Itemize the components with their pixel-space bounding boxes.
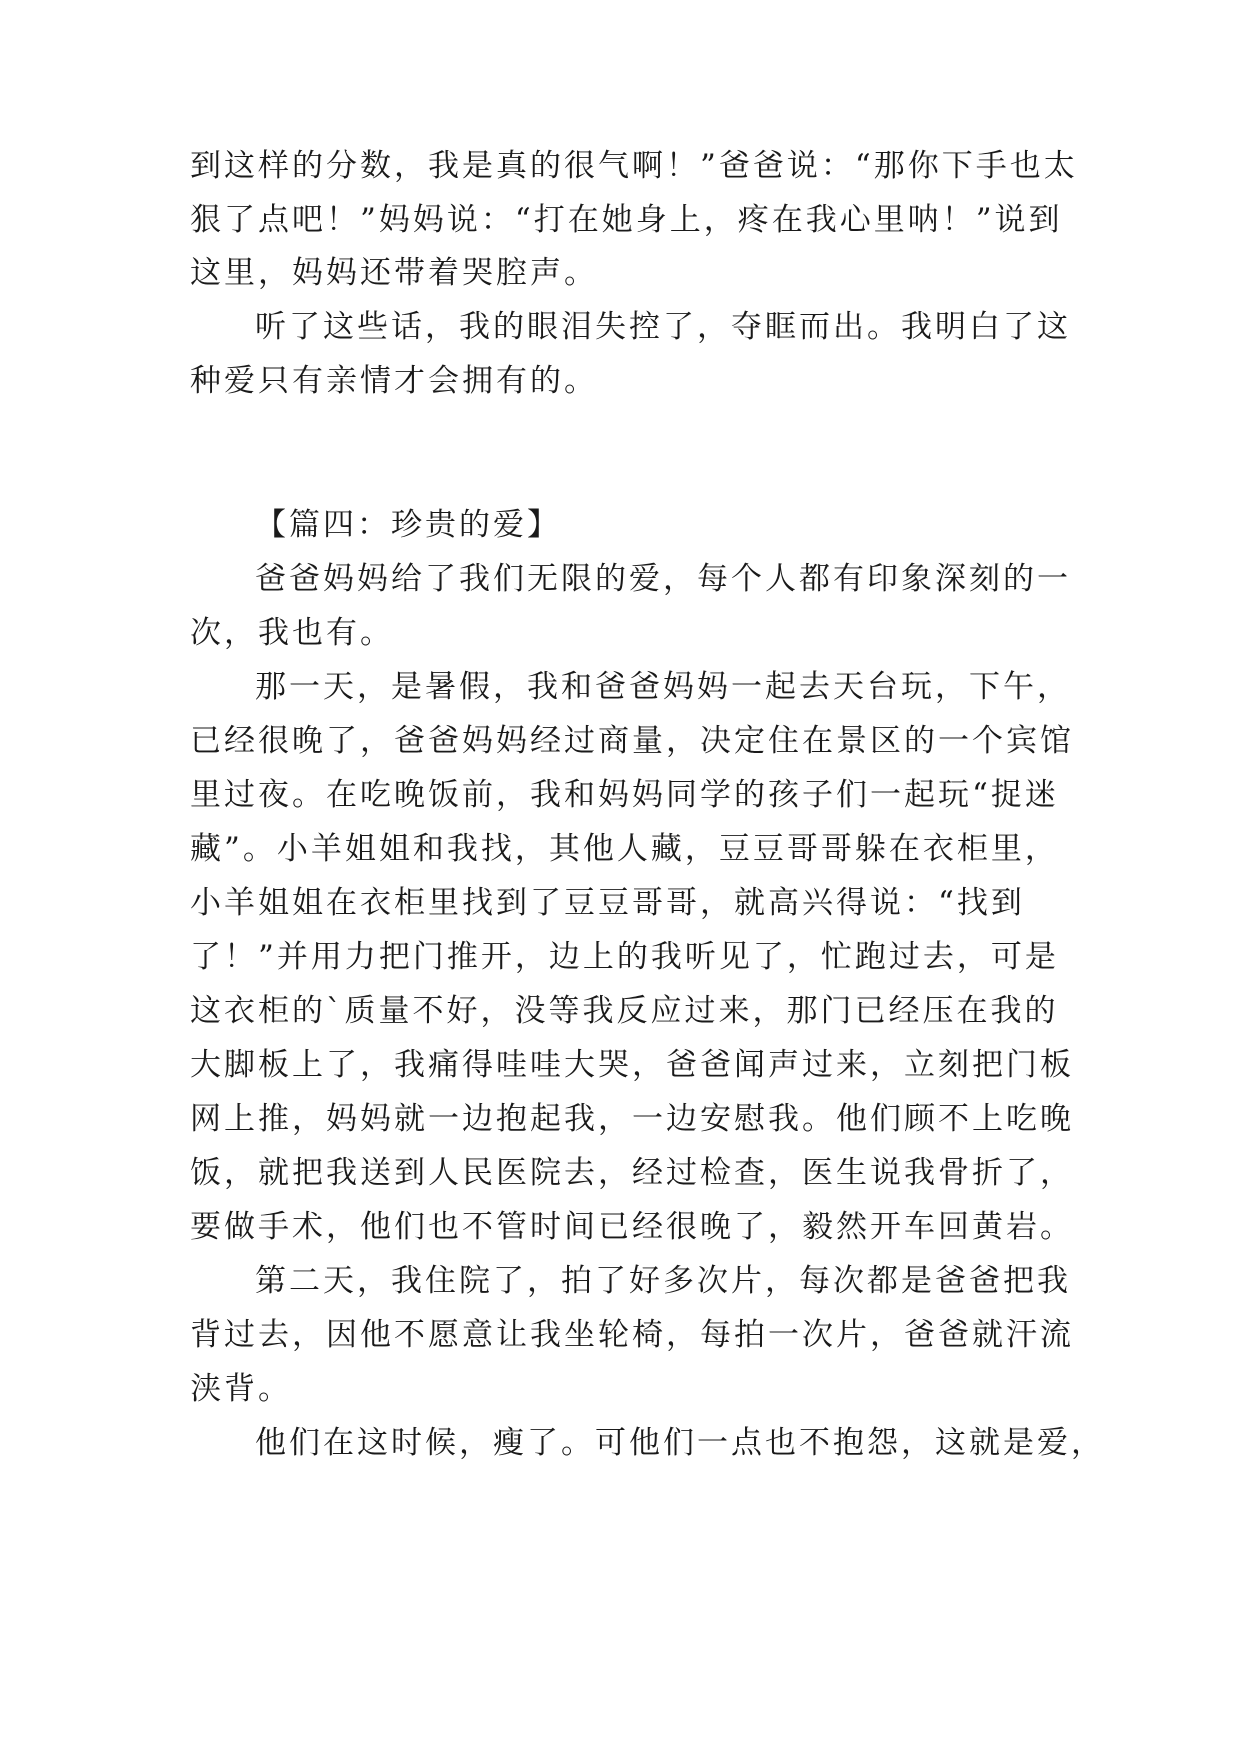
section-heading: 【篇四：珍贵的爱】 [255,507,561,543]
paragraph-line: 听了这些话，我的眼泪失控了，夺眶而出。我明白了这 [255,309,1071,345]
paragraph-line: 浃背。 [190,1371,292,1407]
paragraph-line: 小羊姐姐在衣柜里找到了豆豆哥哥，就高兴得说：“找到 [190,885,1025,921]
paragraph-line: 种爱只有亲情才会拥有的。 [190,363,598,399]
paragraph-line: 饭，就把我送到人民医院去，经过检查，医生说我骨折了， [190,1155,1074,1191]
paragraph-line: 爸爸妈妈给了我们无限的爱，每个人都有印象深刻的一 [255,561,1071,597]
paragraph-line: 网上推，妈妈就一边抱起我，一边安慰我。他们顾不上吃晚 [190,1101,1074,1137]
paragraph-line: 背过去，因他不愿意让我坐轮椅，每拍一次片，爸爸就汗流 [190,1317,1074,1353]
paragraph-line: 藏”。小羊姐姐和我找，其他人藏，豆豆哥哥躲在衣柜里， [190,831,1059,867]
paragraph-line: 到这样的分数，我是真的很气啊！”爸爸说：“那你下手也太 [190,148,1078,184]
paragraph-line: 第二天，我住院了，拍了好多次片，每次都是爸爸把我 [255,1263,1071,1299]
paragraph-line: 次，我也有。 [190,615,394,651]
paragraph-line: 这衣柜的`质量不好，没等我反应过来，那门已经压在我的 [190,993,1059,1029]
paragraph-line: 狠了点吧！”妈妈说：“打在她身上，疼在我心里呐！”说到 [190,202,1063,238]
paragraph-line: 已经很晚了，爸爸妈妈经过商量，决定住在景区的一个宾馆 [190,723,1074,759]
paragraph-line: 了！”并用力把门推开，边上的我听见了，忙跑过去，可是 [190,939,1059,975]
paragraph-line: 里过夜。在吃晚饭前，我和妈妈同学的孩子们一起玩“捉迷 [190,777,1059,813]
paragraph-line: 要做手术，他们也不管时间已经很晚了，毅然开车回黄岩。 [190,1209,1074,1245]
paragraph-line: 大脚板上了，我痛得哇哇大哭，爸爸闻声过来，立刻把门板 [190,1047,1074,1083]
paragraph-line: 那一天，是暑假，我和爸爸妈妈一起去天台玩，下午， [255,669,1071,705]
paragraph-line: 他们在这时候，瘦了。可他们一点也不抱怨，这就是爱， [255,1425,1105,1461]
paragraph-line: 这里，妈妈还带着哭腔声。 [190,255,598,291]
